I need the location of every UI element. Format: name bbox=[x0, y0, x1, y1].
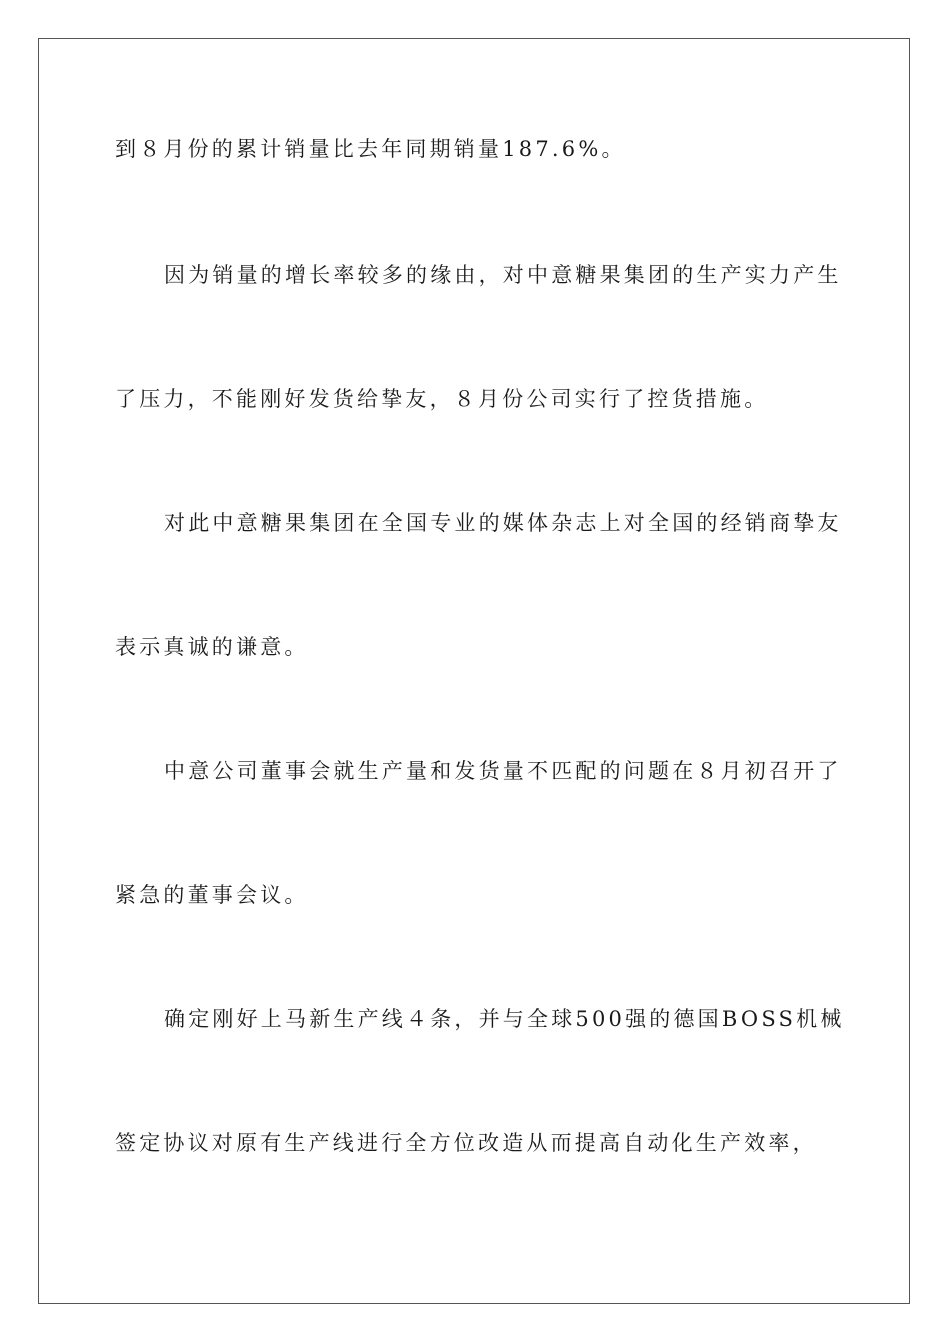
text-line-4: 对此中意糖果集团在全国专业的媒体杂志上对全国的经销商挚友 bbox=[164, 511, 842, 535]
text-line-2: 因为销量的增长率较多的缘由，对中意糖果集团的生产实力产生 bbox=[164, 263, 842, 287]
text-line-6: 中意公司董事会就生产量和发货量不匹配的问题在８月初召开了 bbox=[164, 759, 842, 783]
text-line-1: 到８月份的累计销量比去年同期销量187.6%。 bbox=[115, 137, 626, 161]
text-line-7: 紧急的董事会议。 bbox=[115, 883, 309, 907]
page-border bbox=[38, 38, 910, 1304]
text-line-8: 确定刚好上马新生产线４条，并与全球500强的德国BOSS机械 bbox=[164, 1007, 845, 1031]
text-line-9: 签定协议对原有生产线进行全方位改造从而提高自动化生产效率， bbox=[115, 1131, 817, 1155]
text-line-3: 了压力，不能刚好发货给挚友，８月份公司实行了控货措施。 bbox=[115, 387, 769, 411]
text-line-5: 表示真诚的谦意。 bbox=[115, 635, 309, 659]
